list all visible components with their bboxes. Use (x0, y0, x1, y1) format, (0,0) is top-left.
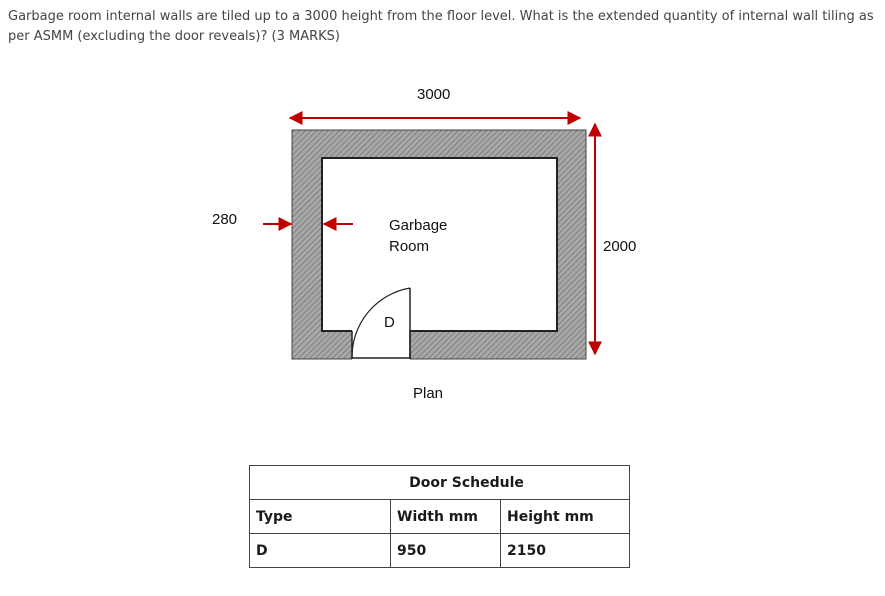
header-height: Height mm (501, 500, 630, 534)
cell-width: 950 (391, 534, 501, 568)
table-header-row (250, 500, 630, 534)
width-dimension-label: 3000 (417, 86, 451, 103)
room-outline (322, 158, 557, 331)
door-label: D (384, 314, 395, 331)
cell-type: D (250, 534, 391, 568)
door-schedule-title: Door Schedule (250, 466, 630, 500)
door-opening (352, 329, 410, 360)
header-width: Width mm (391, 500, 501, 534)
cell-height: 2150 (501, 534, 630, 568)
question-text: Garbage room internal walls are tiled up to a 3000 height from the floor level. What is the extended quantity of internal wall tiling as per ASMM (excluding the door reveals)? (3 MARKS) (8, 9, 874, 44)
room-name-line1: Garbage (389, 217, 448, 234)
header-type: Type (250, 500, 391, 534)
table-title-row (250, 466, 630, 500)
depth-dimension-label: 2000 (603, 238, 637, 255)
room-name-line2: Room (389, 238, 430, 255)
wall-thickness-label: 280 (212, 211, 238, 228)
table-row (250, 534, 630, 568)
door-schedule-table (249, 465, 630, 568)
plan-caption: Plan (413, 385, 444, 402)
